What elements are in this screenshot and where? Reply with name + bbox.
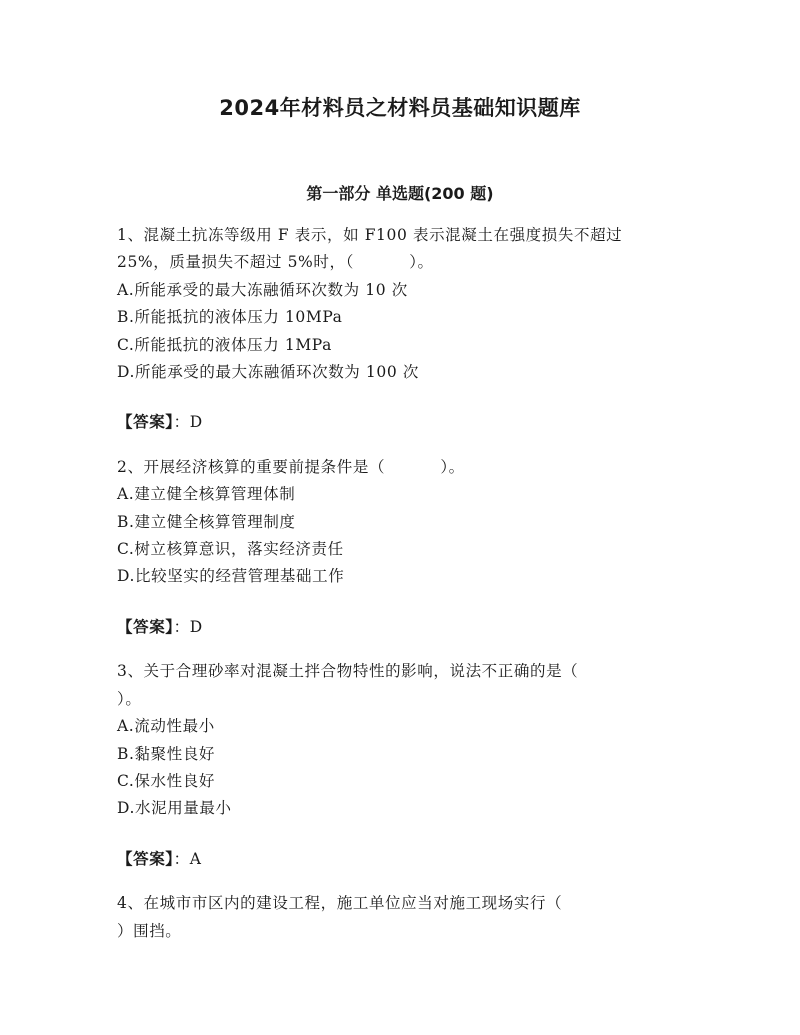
question-stem-line: ）围挡。 (117, 921, 182, 940)
option-c: C.所能抵抗的液体压力 1MPa (117, 335, 332, 354)
question-stem-line: 1、混凝土抗冻等级用 F 表示，如 F100 表示混凝土在强度损失不超过 (117, 226, 623, 244)
option-c: C.保水性良好 (117, 771, 215, 790)
answer-line (117, 614, 677, 641)
question-list (117, 222, 677, 945)
document-title: 2024年材料员之材料员基础知识题库 (219, 96, 581, 120)
answer-label: 【答案】 (117, 849, 174, 868)
option-b: B.建立健全核算管理制度 (117, 512, 296, 531)
question-stem-line: 4、在城市市区内的建设工程，施工单位应当对施工现场实行（ (117, 894, 563, 913)
question-stem-line: 2、开展经济核算的重要前提条件是（ ）。 (117, 457, 465, 476)
section-title: 第一部分 单选题(200 题) (306, 184, 494, 203)
option-b: B.黏聚性良好 (117, 744, 216, 763)
option-c: C.树立核算意识，落实经济责任 (117, 540, 344, 559)
answer-value: ：D (173, 413, 203, 432)
answer-value: ：D (173, 617, 203, 636)
option-d: D.水泥用量最小 (117, 799, 232, 818)
answer-line (117, 409, 677, 436)
answer-line (117, 846, 677, 873)
question-4 (117, 890, 677, 945)
question-2 (117, 454, 677, 641)
answer-value: ：A (173, 849, 202, 868)
question-stem-line: ）。 (117, 689, 142, 708)
question-stem-line: 25%，质量损失不超过 5%时，（ ）。 (117, 253, 434, 272)
question-3 (117, 658, 677, 873)
option-b: B.所能抵抗的液体压力 10MPa (117, 308, 343, 327)
option-a: A.所能承受的最大冻融循环次数为 10 次 (117, 280, 408, 299)
option-a: A.建立健全核算管理体制 (117, 485, 296, 504)
option-d: D.比较坚实的经营管理基础工作 (117, 567, 345, 586)
option-d: D.所能承受的最大冻融循环次数为 100 次 (117, 363, 419, 382)
question-stem-line: 3、关于合理砂率对混凝土拌合物特性的影响，说法不正确的是（ (117, 662, 579, 681)
answer-label: 【答案】 (117, 617, 174, 636)
answer-label: 【答案】 (117, 413, 174, 432)
question-1 (117, 222, 677, 437)
option-a: A.流动性最小 (117, 717, 215, 736)
